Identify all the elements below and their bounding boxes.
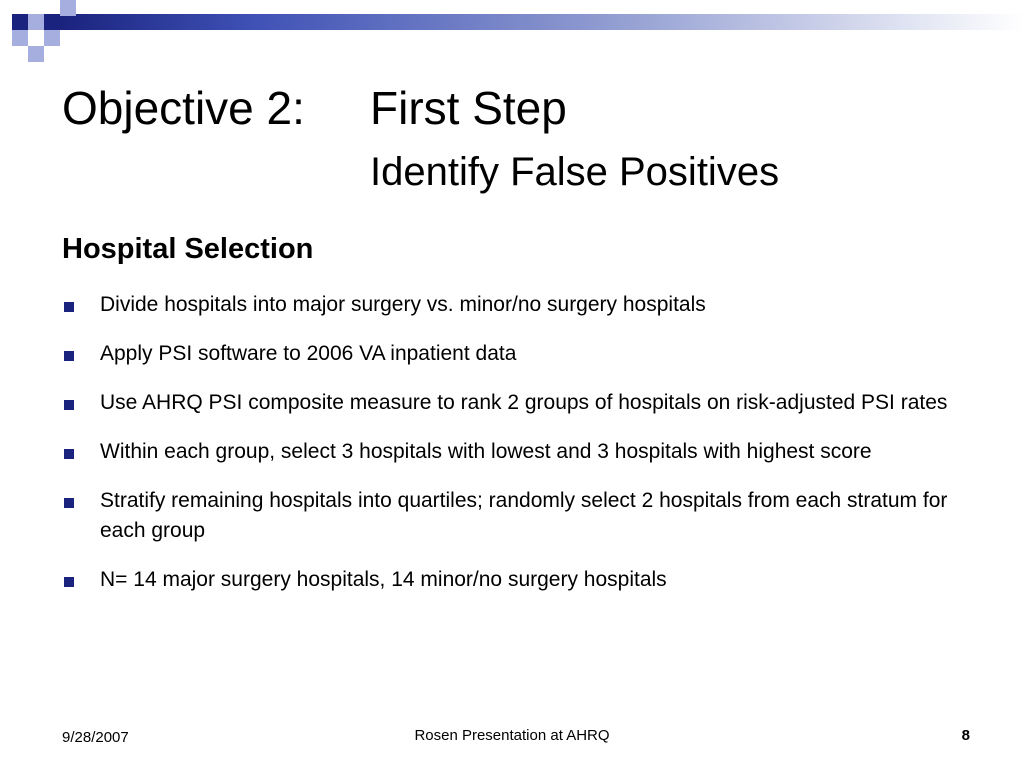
bullet-item <box>62 290 962 320</box>
bullet-item <box>62 388 962 418</box>
square-decoration <box>28 46 44 62</box>
title-objective: Objective 2: <box>62 82 305 134</box>
square-decoration <box>28 14 44 30</box>
square-decoration <box>12 14 28 30</box>
slide-subtitle: Identify False Positives <box>370 150 780 194</box>
footer-presentation-title: Rosen Presentation at AHRQ <box>414 727 610 744</box>
square-bullet-icon <box>64 302 74 312</box>
bullet-item <box>62 486 962 546</box>
square-bullet-icon <box>64 400 74 410</box>
footer-date: 9/28/2007 <box>62 729 129 746</box>
bullet-item <box>62 339 962 369</box>
square-decoration <box>12 30 28 46</box>
bullet-text: Divide hospitals into major surgery vs. minor/no surgery hospitals <box>100 293 706 316</box>
bullet-text: Use AHRQ PSI composite measure to rank 2 groups of hospitals on risk-adjusted PSI rates <box>100 391 948 414</box>
bullet-list <box>62 290 962 614</box>
square-bullet-icon <box>64 351 74 361</box>
bullet-item <box>62 437 962 467</box>
slide-title <box>62 80 567 136</box>
square-decoration <box>44 30 60 46</box>
bullet-text: N= 14 major surgery hospitals, 14 minor/no surgery hospitals <box>100 568 667 591</box>
bullet-text: Stratify remaining hospitals into quartiles; randomly select 2 hospitals from each stratum for each group <box>100 489 948 542</box>
bullet-text: Apply PSI software to 2006 VA inpatient data <box>100 342 517 365</box>
bullet-text: Within each group, select 3 hospitals with lowest and 3 hospitals with highest score <box>100 440 872 463</box>
square-bullet-icon <box>64 577 74 587</box>
square-bullet-icon <box>64 498 74 508</box>
title-first-step: First Step <box>370 82 567 134</box>
square-decoration <box>60 0 76 16</box>
gradient-band <box>60 14 1024 30</box>
section-heading: Hospital Selection <box>62 233 314 265</box>
square-bullet-icon <box>64 449 74 459</box>
bullet-item <box>62 565 962 595</box>
square-decoration <box>44 14 60 30</box>
page-number: 8 <box>961 727 970 744</box>
